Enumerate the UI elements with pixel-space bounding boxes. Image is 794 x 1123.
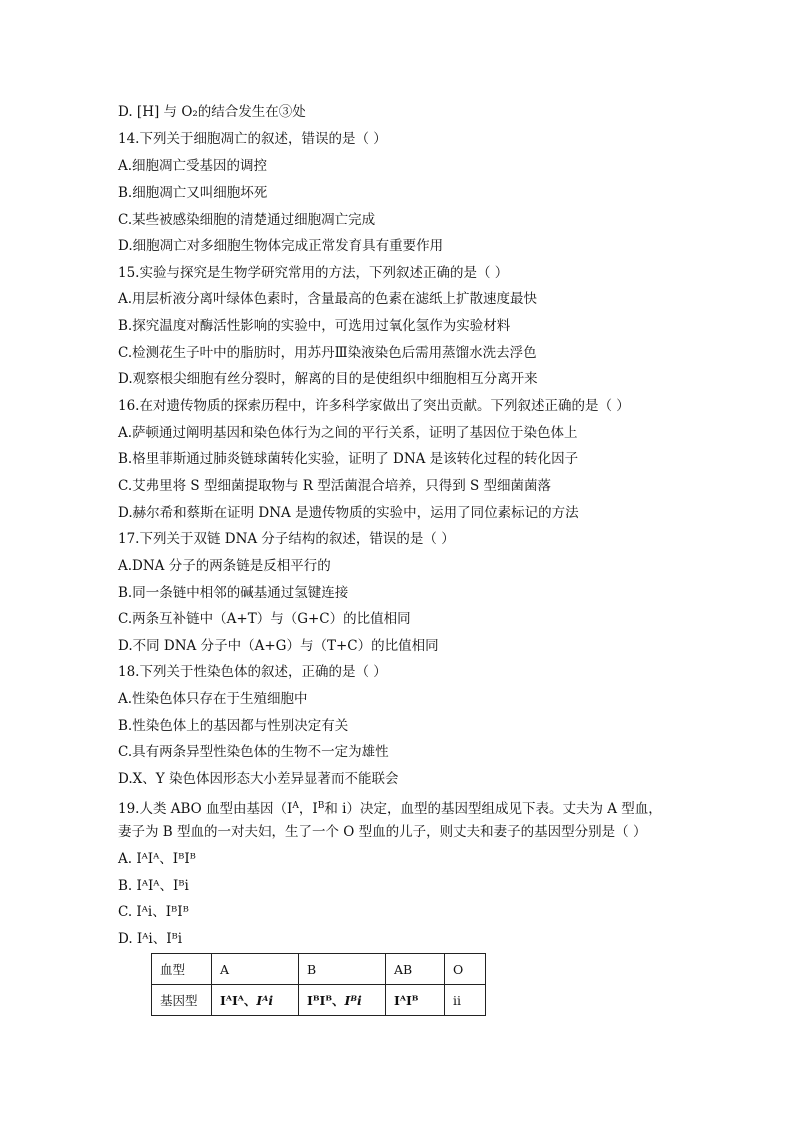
q14-option-b: B.细胞凋亡又叫细胞坏死 — [118, 185, 268, 201]
q15-option-c: C.检测花生子叶中的脂肪时，用苏丹Ⅲ染液染色后需用蒸馏水洗去浮色 — [118, 345, 537, 361]
q14-stem: 14.下列关于细胞凋亡的叙述，错误的是（ ） — [118, 131, 387, 147]
allele-superscript: B — [317, 801, 325, 811]
table-cell-genotype-o: ii — [445, 985, 486, 1016]
genotype-text: IᴬIᴬ、 — [220, 993, 257, 1008]
q14-option-d: D.细胞凋亡对多细胞生物体完成正常发育具有重要作用 — [118, 238, 444, 254]
q17-option-d: D.不同 DNA 分子中（A+G）与（T+C）的比值相同 — [118, 638, 439, 654]
q19-stem-part: 和 i）决定，血型的基因型组成见下表。丈夫为 A 型血， — [324, 801, 662, 817]
q17-stem: 17.下列关于双链 DNA 分子结构的叙述，错误的是（ ） — [118, 531, 455, 547]
q19-stem-part: 19.人类 ABO 血型由基因（I — [118, 801, 293, 817]
q18-option-d: D.X、Y 染色体因形态大小差异显著而不能联会 — [118, 771, 399, 787]
q16-stem: 16.在对遗传物质的探索历程中，许多科学家做出了突出贡献。下列叙述正确的是（ ） — [118, 398, 630, 414]
q15-option-a: A.用层析液分离叶绿体色素时，含量最高的色素在滤纸上扩散速度最快 — [118, 291, 538, 307]
q14-option-c: C.某些被感染细胞的清楚通过细胞凋亡完成 — [118, 212, 376, 228]
genotype-text: Iᴬi — [256, 993, 274, 1008]
q16-option-b: B.格里菲斯通过肺炎链球菌转化实验，证明了 DNA 是该转化过程的转化因子 — [118, 451, 579, 467]
q16-option-d: D.赫尔希和蔡斯在证明 DNA 是遗传物质的实验中，运用了同位素标记的方法 — [118, 505, 579, 521]
q19-option-d: D. Iᴬi、Iᴮi — [118, 931, 183, 947]
table-header-blood-type: 血型 — [152, 954, 212, 985]
q17-option-b: B.同一条链中相邻的碱基通过氢键连接 — [118, 585, 349, 601]
q19-option-c: C. Iᴬi、IᴮIᴮ — [118, 904, 189, 920]
table-cell-type-o: O — [445, 954, 486, 985]
genotype-text: Iᴮi — [344, 993, 362, 1008]
q17-option-c: C.两条互补链中（A+T）与（G+C）的比值相同 — [118, 611, 411, 627]
q16-option-a: A.萨顿通过阐明基因和染色体行为之间的平行关系，证明了基因位于染色体上 — [118, 425, 578, 441]
q15-option-d: D.观察根尖细胞有丝分裂时，解离的目的是使组织中细胞相互分离开来 — [118, 371, 538, 387]
q19-stem-line2: 妻子为 B 型血的一对夫妇，生了一个 O 型血的儿子，则丈夫和妻子的基因型分别是（ ） — [118, 824, 647, 840]
genotype-text: IᴬIᴮ — [394, 992, 419, 1008]
q18-option-b: B.性染色体上的基因都与性别决定有关 — [118, 718, 349, 734]
blood-type-genotype-table — [151, 953, 486, 1016]
q18-option-c: C.具有两条异型性染色体的生物不一定为雄性 — [118, 744, 389, 760]
table-cell-type-a: A — [212, 954, 299, 985]
q18-option-a: A.性染色体只存在于生殖细胞中 — [118, 691, 308, 707]
q19-stem-line1 — [118, 797, 662, 818]
table-cell-genotype-ab — [386, 985, 445, 1016]
q15-stem: 15.实验与探究是生物学研究常用的方法，下列叙述正确的是（ ） — [118, 265, 509, 281]
table-cell-genotype-b — [299, 985, 386, 1016]
q18-stem: 18.下列关于性染色体的叙述，正确的是（ ） — [118, 664, 387, 680]
genotype-text: IᴮIᴮ、 — [307, 993, 345, 1008]
q13-option-d: D. [H] 与 O₂的结合发生在③处 — [118, 104, 306, 120]
q17-option-a: A.DNA 分子的两条链是反相平行的 — [118, 558, 331, 574]
q19-option-b: B. IᴬIᴬ、Iᴮi — [118, 878, 189, 894]
q14-option-a: A.细胞凋亡受基因的调控 — [118, 158, 268, 174]
q19-stem-part: ，I — [298, 801, 318, 817]
q15-option-b: B.探究温度对酶活性影响的实验中，可选用过氧化氢作为实验材料 — [118, 318, 511, 334]
table-header-genotype: 基因型 — [152, 985, 212, 1016]
table-cell-type-b: B — [299, 954, 386, 985]
table-row — [152, 985, 486, 1016]
q19-option-a: A. IᴬIᴬ、IᴮIᴮ — [118, 851, 196, 867]
table-row — [152, 954, 486, 985]
q16-option-c: C.艾弗里将 S 型细菌提取物与 R 型活菌混合培养，只得到 S 型细菌菌落 — [118, 478, 552, 494]
table-cell-type-ab: AB — [386, 954, 445, 985]
allele-superscript: A — [292, 801, 299, 811]
table-cell-genotype-a — [212, 985, 299, 1016]
